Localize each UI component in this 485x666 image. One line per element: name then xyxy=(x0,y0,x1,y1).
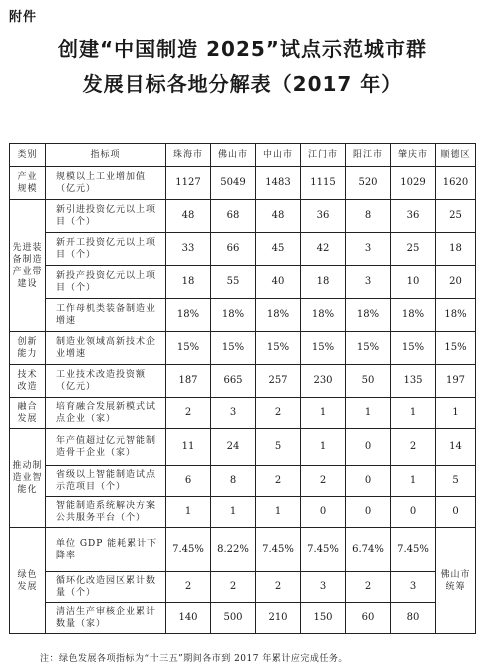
attachment-label: 附件 xyxy=(9,10,38,25)
table-row xyxy=(10,572,476,603)
indicator-cell: 省级以上智能制造试点示范项目（个） xyxy=(46,466,166,497)
value-cell: 68 xyxy=(211,200,256,233)
value-cell: 66 xyxy=(211,233,256,266)
indicator-cell: 循环化改造园区累计数量（个） xyxy=(46,572,166,603)
table-row xyxy=(10,233,476,266)
value-cell: 665 xyxy=(211,365,256,398)
value-cell: 15% xyxy=(391,332,436,365)
value-cell: 25 xyxy=(436,200,476,233)
value-cell: 33 xyxy=(166,233,211,266)
value-cell: 5 xyxy=(256,429,301,466)
value-cell: 1 xyxy=(166,497,211,528)
indicator-cell: 工作母机类装备制造业增速 xyxy=(46,299,166,332)
value-cell: 1 xyxy=(211,497,256,528)
value-cell: 3 xyxy=(301,572,346,603)
value-cell: 2 xyxy=(211,572,256,603)
value-cell: 14 xyxy=(436,429,476,466)
value-cell: 3 xyxy=(391,572,436,603)
column-header: 类别 xyxy=(10,144,46,167)
table-row xyxy=(10,528,476,572)
value-cell: 18 xyxy=(166,266,211,299)
category-cell: 创新 能力 xyxy=(10,332,46,365)
value-cell: 36 xyxy=(391,200,436,233)
column-header: 指标项 xyxy=(46,144,166,167)
table-row xyxy=(10,266,476,299)
value-cell: 18 xyxy=(301,266,346,299)
value-cell: 48 xyxy=(256,200,301,233)
value-cell: 8 xyxy=(346,200,391,233)
value-cell: 0 xyxy=(346,466,391,497)
value-cell: 6 xyxy=(166,466,211,497)
value-cell: 1115 xyxy=(301,167,346,200)
value-cell: 5 xyxy=(436,466,476,497)
value-cell: 15% xyxy=(256,332,301,365)
value-cell: 1483 xyxy=(256,167,301,200)
table-row xyxy=(10,603,476,634)
value-cell: 18% xyxy=(211,299,256,332)
indicator-cell: 制造业领域高新技术企业增速 xyxy=(46,332,166,365)
value-cell: 42 xyxy=(301,233,346,266)
value-cell: 7.45% xyxy=(301,528,346,572)
value-cell: 2 xyxy=(301,466,346,497)
value-cell: 520 xyxy=(346,167,391,200)
value-cell: 230 xyxy=(301,365,346,398)
value-cell: 3 xyxy=(346,233,391,266)
footnote: 注：绿色发展各项指标为“十三五”期间各市到 2017 年累计应完成任务。 xyxy=(40,654,348,664)
value-cell: 15% xyxy=(346,332,391,365)
value-cell: 1 xyxy=(391,466,436,497)
value-cell: 18% xyxy=(346,299,391,332)
value-cell: 0 xyxy=(391,497,436,528)
value-cell: 8.22% xyxy=(211,528,256,572)
value-cell: 50 xyxy=(346,365,391,398)
category-cell: 先进装 备制造 产业带 建设 xyxy=(10,200,46,332)
value-cell: 20 xyxy=(436,266,476,299)
value-cell: 18% xyxy=(166,299,211,332)
value-cell: 3 xyxy=(346,266,391,299)
indicator-cell: 新投产投资亿元以上项目（个） xyxy=(46,266,166,299)
value-cell: 45 xyxy=(256,233,301,266)
table-row xyxy=(10,299,476,332)
column-header: 中山市 xyxy=(256,144,301,167)
value-cell: 7.45% xyxy=(256,528,301,572)
value-cell: 55 xyxy=(211,266,256,299)
value-cell: 1 xyxy=(301,398,346,429)
value-cell: 500 xyxy=(211,603,256,634)
value-cell: 25 xyxy=(391,233,436,266)
value-cell: 1 xyxy=(436,398,476,429)
indicator-cell: 规模以上工业增加值（亿元） xyxy=(46,167,166,200)
table-row xyxy=(10,398,476,429)
merged-note-cell: 佛山市 统筹 xyxy=(436,528,476,634)
value-cell: 2 xyxy=(166,572,211,603)
value-cell: 18% xyxy=(256,299,301,332)
category-cell: 推动制 造业智 能化 xyxy=(10,429,46,528)
value-cell: 0 xyxy=(346,429,391,466)
value-cell: 5049 xyxy=(211,167,256,200)
value-cell: 15% xyxy=(301,332,346,365)
value-cell: 3 xyxy=(211,398,256,429)
value-cell: 2 xyxy=(256,398,301,429)
value-cell: 10 xyxy=(391,266,436,299)
value-cell: 150 xyxy=(301,603,346,634)
value-cell: 257 xyxy=(256,365,301,398)
value-cell: 1029 xyxy=(391,167,436,200)
column-header: 肇庆市 xyxy=(391,144,436,167)
value-cell: 2 xyxy=(346,572,391,603)
value-cell: 6.74% xyxy=(346,528,391,572)
indicator-cell: 智能制造系统解决方案公共服务平台（个） xyxy=(46,497,166,528)
document-title-line-2: 发展目标各地分解表（2017 年） xyxy=(82,72,403,96)
value-cell: 2 xyxy=(166,398,211,429)
value-cell: 60 xyxy=(346,603,391,634)
value-cell: 0 xyxy=(301,497,346,528)
value-cell: 36 xyxy=(301,200,346,233)
value-cell: 15% xyxy=(211,332,256,365)
value-cell: 0 xyxy=(346,497,391,528)
document-title-line-1: 创建“中国制造 2025”试点示范城市群 xyxy=(58,37,427,61)
category-cell: 绿色 发展 xyxy=(10,528,46,634)
value-cell: 197 xyxy=(436,365,476,398)
value-cell: 135 xyxy=(391,365,436,398)
indicator-cell: 新开工投资亿元以上项目（个） xyxy=(46,233,166,266)
value-cell: 140 xyxy=(166,603,211,634)
value-cell: 7.45% xyxy=(166,528,211,572)
header-row xyxy=(10,144,476,167)
value-cell: 0 xyxy=(436,497,476,528)
column-header: 佛山市 xyxy=(211,144,256,167)
category-cell: 融合 发展 xyxy=(10,398,46,429)
value-cell: 1 xyxy=(346,398,391,429)
table-row xyxy=(10,332,476,365)
value-cell: 1 xyxy=(301,429,346,466)
value-cell: 1 xyxy=(391,398,436,429)
value-cell: 1620 xyxy=(436,167,476,200)
table-row xyxy=(10,167,476,200)
table-row xyxy=(10,200,476,233)
value-cell: 2 xyxy=(256,466,301,497)
category-cell: 产业 规模 xyxy=(10,167,46,200)
table-row xyxy=(10,466,476,497)
indicator-cell: 年产值超过亿元智能制造骨干企业（家） xyxy=(46,429,166,466)
value-cell: 18% xyxy=(391,299,436,332)
value-cell: 18% xyxy=(436,299,476,332)
indicator-cell: 清洁生产审核企业累计数量（家） xyxy=(46,603,166,634)
value-cell: 80 xyxy=(391,603,436,634)
value-cell: 18% xyxy=(301,299,346,332)
indicator-cell: 培育融合发展新模式试点企业（家） xyxy=(46,398,166,429)
value-cell: 2 xyxy=(256,572,301,603)
indicator-cell: 工业技术改造投资额（亿元） xyxy=(46,365,166,398)
value-cell: 48 xyxy=(166,200,211,233)
value-cell: 18 xyxy=(436,233,476,266)
value-cell: 7.45% xyxy=(391,528,436,572)
value-cell: 8 xyxy=(211,466,256,497)
value-cell: 187 xyxy=(166,365,211,398)
value-cell: 210 xyxy=(256,603,301,634)
column-header: 顺德区 xyxy=(436,144,476,167)
indicator-cell: 新引进投资亿元以上项目（个） xyxy=(46,200,166,233)
value-cell: 11 xyxy=(166,429,211,466)
column-header: 江门市 xyxy=(301,144,346,167)
category-cell: 技术 改造 xyxy=(10,365,46,398)
value-cell: 15% xyxy=(166,332,211,365)
value-cell: 40 xyxy=(256,266,301,299)
value-cell: 1127 xyxy=(166,167,211,200)
indicator-cell: 单位 GDP 能耗累计下降率 xyxy=(46,528,166,572)
value-cell: 2 xyxy=(391,429,436,466)
table-row xyxy=(10,429,476,466)
value-cell: 15% xyxy=(436,332,476,365)
table-row xyxy=(10,365,476,398)
value-cell: 24 xyxy=(211,429,256,466)
value-cell: 1 xyxy=(256,497,301,528)
column-header: 阳江市 xyxy=(346,144,391,167)
table-row xyxy=(10,497,476,528)
targets-table xyxy=(9,143,476,634)
column-header: 珠海市 xyxy=(166,144,211,167)
